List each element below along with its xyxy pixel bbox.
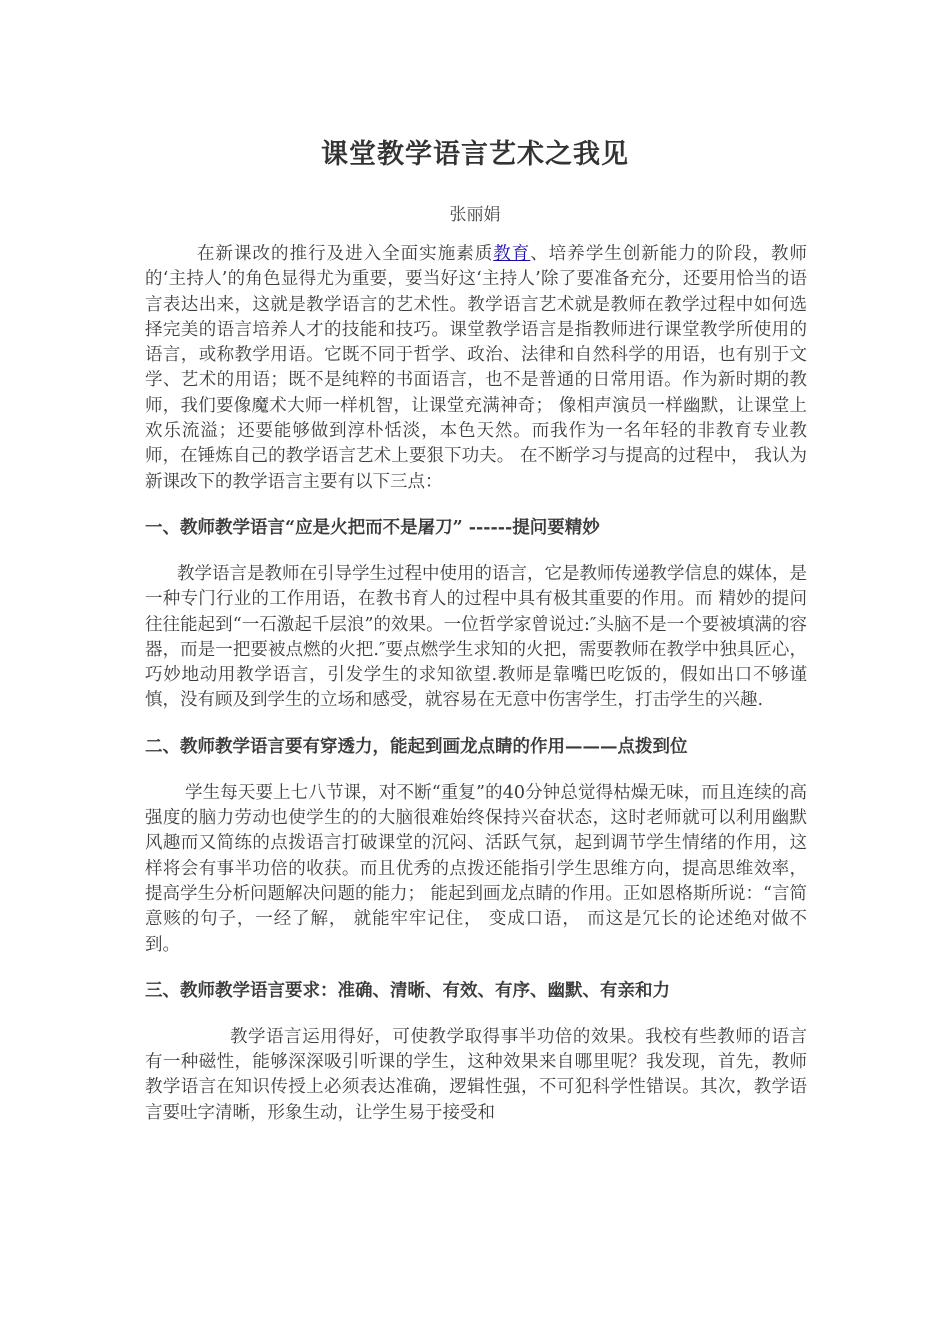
document-title: 课堂教学语言艺术之我见 — [321, 139, 629, 170]
intro-paragraph — [145, 242, 807, 495]
section-heading-2: 二、教师教学语言要有穿透力，能起到画龙点睛的作用———点拨到位 — [145, 736, 688, 757]
author-name: 张丽娟 — [449, 205, 501, 225]
document-body — [145, 242, 807, 1126]
section-heading-1: 一、教师教学语言“应是火把而不是屠刀” ------提问要精妙 — [145, 517, 600, 538]
section-paragraph-3: 教学语言运用得好，可使教学取得事半功倍的效果。我校有些教师的语言有一种磁性，能够深深吸引听课的学生，这种效果来自哪里呢？我发现，首先，教师教学语言在知识传授上必须表达准确，逻辑性强，不可犯科学性错误。其次，教学语言要吐字清晰，形象生动，让学生易于接受和 — [145, 1026, 807, 1123]
section-paragraph-2: 学生每天要上七八节课，对不断“重复”的40分钟总觉得枯燥无味，而且连续的高强度的脑力劳动也使学生的的大脑很难始终保持兴奋状态，这时老师就可以利用幽默风趣而又简练的点拨语言打破课堂的沉闷、活跃气氛，起到调节学生情绪的作用，这样将会有事半功倍的收获。而且优秀的点拨还能指引学生思维方向，提高思维效率，提高学生分析问题解决问题的能力； 能起到画龙点睛的作用。正如恩格斯所说：“言简意赅的句子，一经了解， 就能牢牢记住， 变成口语， 而这是冗长的论述绝对做不到。 — [145, 782, 808, 955]
intro-text-start: 在新课改的推行及进入全面实施素质 — [197, 244, 494, 264]
section-paragraph-1: 教学语言是教师在引导学生过程中使用的语言，它是教师传递教学信息的媒体，是一种专门行业的工作用语，在教书育人的过程中具有极其重要的作用。而 精妙的提问往往能起到“一石激起千层浪”的效果。一位哲学家曾说过:″头脑不是一个要被填满的容器，而是一把要被点燃的火把.″要点燃学生求知的火把，需要教师在教学中独具匠心，巧妙地动用教学语言，引发学生的求知欲望.教师是靠嘴巴吃饭的，假如出口不够谨慎，没有顾及到学生的立场和感受，就容易在无意中伤害学生，打击学生的兴趣. — [145, 563, 807, 711]
section-heading-3: 三、教师教学语言要求：准确、清晰、有效、有序、幽默、有亲和力 — [145, 980, 670, 1001]
intro-text-rest: 、培养学生创新能力的阶段，教师的‘主持人’的角色显得尤为重要，要当好这‘主持人’除了要准备充分，还要用恰当的语言表达出来，这就是教学语言的艺术性。教学语言艺术就是教师在教学过程中如何选择完美的语言培养人才的技能和技巧。课堂教学语言是指教师进行课堂教学所使用的语言，或称教学用语。它既不同于哲学、政治、法律和自然科学的用语，也有别于文学、艺术的用语；既不是纯粹的书面语言，也不是普通的日常用语。作为新时期的教师，我们要像魔术大师一样机智，让课堂充满神奇； 像相声演员一样幽默，让课堂上欢乐流溢；还要能够做到淳朴恬淡，本色天然。而我作为一名年轻的非教育专业教师，在锤炼自己的教学语言艺术上要狠下功夫。 在不断学习与提高的过程中， 我认为新课改下的教学语言主要有以下三点： — [145, 244, 807, 492]
education-link[interactable]: 教育 — [493, 244, 531, 264]
